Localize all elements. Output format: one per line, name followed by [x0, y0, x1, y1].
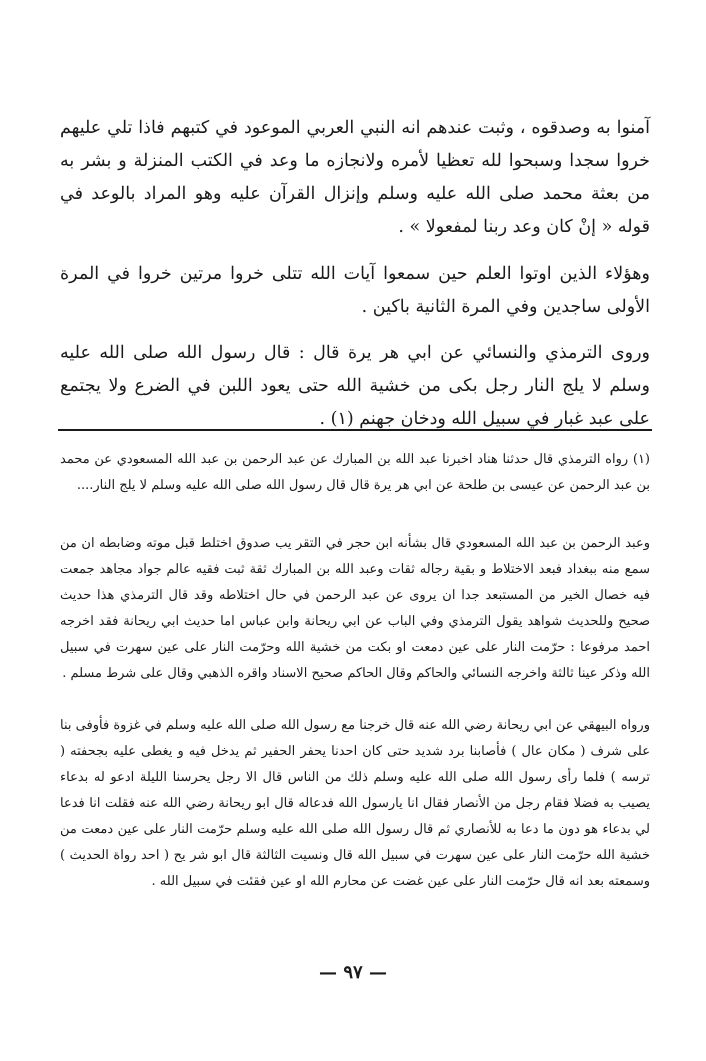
- footnote: (١) رواه الترمذي قال حدثنا هناد اخبرنا عبد الله بن المبارك عن عبد الرحمن بن عبد الله المسعودي عن محمد بن عبد الرحمن عن عيسى بن طلحة عن ابي هر يرة قال قال رسول الله صلى الله عليه وسلم لا يلج النار....: [60, 452, 650, 493]
- body-paragraph: وروى الترمذي والنسائي عن ابي هر يرة قال : قال رسول الله صلى الله عليه وسلم لا يلج النار رجل بكى من خشية الله حتى يعود اللبن في الضرع ولا يجتمع على عبد غبار في سبيل الله ودخان جهنم (١) .: [60, 343, 650, 429]
- body-paragraph: وهؤلاء الذين اوتوا العلم حين سمعوا آيات الله تتلى خروا مرتين خروا في المرة الأولى ساجدين وفي المرة الثانية باكين .: [60, 264, 650, 317]
- body-paragraph: آمنوا به وصدقوه ، وثبت عندهم انه النبي العربي الموعود في كتبهم فاذا تلي عليهم خروا سجدا وسبحوا لله تعظيا لأمره ولانجازه ما وعد في الكتب المنزلة و بشر به من بعثة محمد صلى الله عليه وسلم وإنزال القرآن عليه وهو المراد بالوعد في قوله « إنْ كان وعد ربنا لمفعولا » .: [60, 118, 650, 237]
- footnote-divider: [58, 429, 652, 431]
- footnote: وعبد الرحمن بن عبد الله المسعودي قال بشأنه ابن حجر في التقر يب صدوق اختلط قبل موته وضابطه ان من سمع منه ببغداد فبعد الاختلاط و بقية رجاله ثقات وعبد الله بن المبارك ثقة ثبت فقيه عالم جواد مجاهد جمعت فيه خصال الخير من المستبعد جدا ان يروى عن عبد الرحمن في حال اختلاطه وقد قال الترمذي هذا حديث صحيح وللحديث شواهد يقول الترمذي وفي الباب عن ابي ريحانة وابن عباس اما حديث ابي ريحانة فقد اخرجه احمد مرفوعا : حرّمت النار على عين دمعت او بكت من خشية الله وحرّمت النار على عين سهرت في سبيل الله وذكر عينا ثالثة واخرجه النسائي والحاكم وقال الحاكم صحيح الاسناد واقره الذهبي وقال على شرط مسلم .: [60, 536, 650, 681]
- footnote: ورواه البيهقي عن ابي ريحانة رضي الله عنه قال خرجنا مع رسول الله صلى الله عليه وسلم في غزوة فأوفى بنا على شرف ( مكان عال ) فأصابنا برد شديد حتى كان احدنا يحفر الحفير ثم يدخل فيه و يغطى عليه بجحفته ( ترسه ) فلما رأى رسول الله صلى الله عليه وسلم ذلك من الناس قال الا رجل يحرسنا الليلة ادعو له بدعاء يصيب به فضلا فقام رجل من الأنصار فقال انا يارسول الله فدعاله قال ابو ريحانة رضي الله عنه فقلت انا فدعا لي بدعاء هو دون ما دعا به للأنصاري ثم قال رسول الله صلى الله عليه وسلم حرّمت النار على عين دمعت من خشية الله حرّمت النار على عين سهرت في سبيل الله قال ونسيت الثالثة قال ابو شر يح ( احد رواة الحديث ) وسمعته بعد انه قال حرّمت النار على عين غضت عن محارم الله او عين فقئت في سبيل الله .: [60, 718, 650, 889]
- page-number: — ٩٧ —: [319, 962, 387, 983]
